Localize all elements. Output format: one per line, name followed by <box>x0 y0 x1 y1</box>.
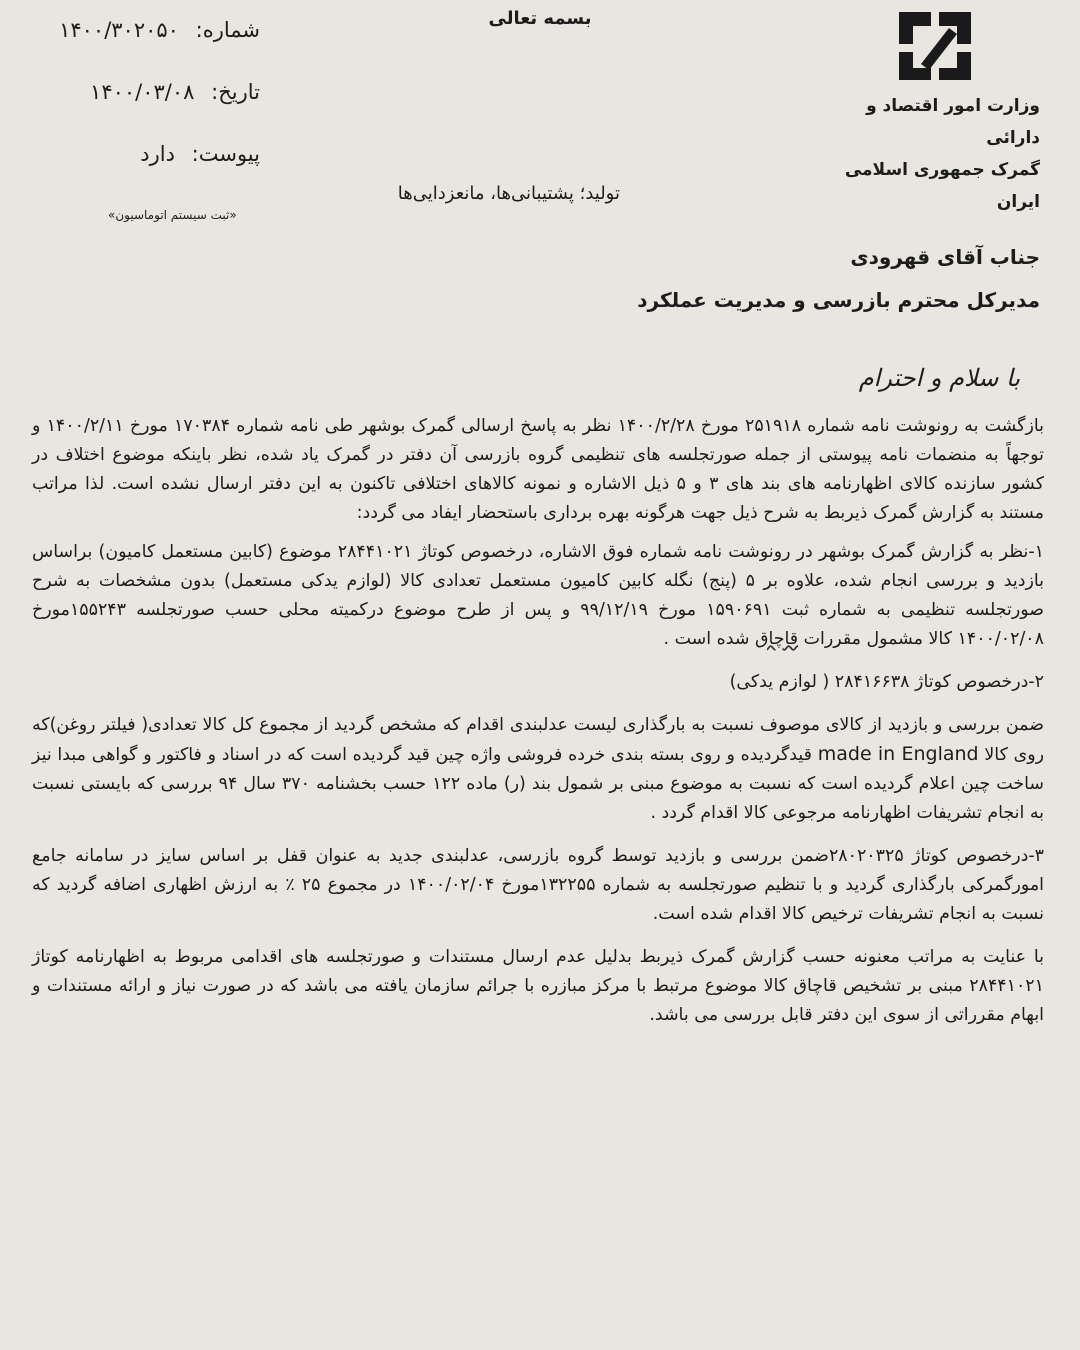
date-value: ۱۴۰۰/۰۳/۰۸ <box>90 80 195 104</box>
bismillah: بسمه تعالی <box>488 8 592 29</box>
letter-number <box>30 18 260 42</box>
closing-paragraph: با عنایت به مراتب معنونه حسب گزارش گمرک ذیربط بدلیل عدم ارسال مستندات و صورتجلسه های اقدامی مربوط به اظهارنامه کوتاژ ۲۸۴۴۱۰۲۱ مبنی بر تشخیص قاچاق کالا موضوع مرتبط با مرکز مبازره با جرائم سازمان یافته می باشد که در صورت نیاز و ارائه مستندات و ابهام مقرراتی از سوی این دفتر قابل بررسی می باشد. <box>32 947 1044 1025</box>
cc-note: تولید؛ پشتیبانی‌ها، مانعزدایی‌ها <box>397 183 620 204</box>
number-value: ۱۴۰۰/۳۰۲۰۵۰ <box>59 18 179 42</box>
greeting: با سلام و احترام <box>858 364 1020 392</box>
item-1-underlined: قاچاق <box>754 629 799 649</box>
ministry-name: وزارت امور اقتصاد و دارائی <box>866 96 1040 148</box>
item-1 <box>32 538 1044 654</box>
item-2-latin: made in England <box>817 743 979 765</box>
number-label: شماره: <box>195 18 260 42</box>
item-2 <box>32 711 1044 828</box>
item-3: ۳-درخصوص کوتاژ ۲۸۰۲۰۳۲۵ضمن بررسی و بازدید توسط گروه بازرسی، عدلبندی جدید به عنوان قفل بر اساس سایز در سامانه جامع امورگمرکی بارگذاری گردید و با تنظیم صورتجلسه به شماره ۱۳۲۲۵۵مورخ ۱۴۰۰/۰۲/۰۴ در مجموع ۲۵ ٪ به ارزش اظهاری اضافه گردید که نسبت به انجام تشریفات ترخیص کالا اقدام شده است. <box>32 846 1045 924</box>
date-label: تاریخ: <box>211 80 260 104</box>
letter-date <box>30 80 260 104</box>
item-1-end: شده است . <box>663 629 750 649</box>
letter-body <box>32 412 1044 1040</box>
letterhead <box>810 90 1040 218</box>
item-2-text-a: ضمن بررسی و بازدید از کالای موصوف نسبت به بارگذاری لیست عدلبندی اقدام که مشخص گردید از مجموع کل کالا تعدادی( فیلتر روغن)که روی کالا <box>32 715 1045 765</box>
item-2-heading: ۲-درخصوص کوتاژ ۲۸۴۱۶۶۳۸ ( لوازم یدکی) <box>729 672 1044 692</box>
automation-stamp: «ثبت سیستم اتوماسیون» <box>108 208 237 222</box>
recipient-name: جناب آقای قهرودی <box>850 245 1040 269</box>
item-2-text-b: قیدگردیده و روی بسته بندی خرده فروشی واژه چین قید گردیده است که در اسناد و فاکتور و گواهی مبدا نیز ساخت چین اعلام گردیده است که نسبت به موضوع مبنی بر شمول بند (ر) ماده ۱۲۲ حسب بخشنامه ۳۷۰ سال ۹۴ بررسی که بایستی نسبت به انجام تشریفات اظهارنامه مرجوعی کالا اقدام گردد . <box>32 745 1044 823</box>
attachment-value: دارد <box>140 142 175 166</box>
customs-emblem-icon <box>885 4 985 84</box>
recipient-title: مدیرکل محترم بازرسی و مدیریت عملکرد <box>637 288 1040 312</box>
attachment-label: پیوست: <box>191 142 260 166</box>
intro-paragraph: بازگشت به رونوشت نامه شماره ۲۵۱۹۱۸ مورخ ۱۴۰۰/۲/۲۸ نظر به پاسخ ارسالی گمرک بوشهر طی نامه شماره ۱۷۰۳۸۴ مورخ ۱۴۰۰/۲/۱۱ و توجهاً به منضمات نامه پیوستی از جمله صورتجلسه های تنظیمی گروه بازرسی آن دفتر در گمرک یاد شده، نظر باینکه موضوع اختلاف در کشور سازنده کالای اظهارنامه های بند های ۳ و ۵ ذیل الاشاره و نمونه کالاهای اختلافی تاکنون به این دفتر ارسال نشده است. لذا مراتب مستند به گزارش گمرک ذیربط به شرح ذیل جهت هرگونه بهره برداری باستحضار ایفاد می گردد: <box>32 416 1044 523</box>
letter-attachment <box>30 142 260 166</box>
agency-name: گمرک جمهوری اسلامی ایران <box>844 160 1040 212</box>
item-1-text: ۱-نظر به گزارش گمرک بوشهر در رونوشت نامه شماره فوق الاشاره، درخصوص کوتاژ ۲۸۴۴۱۰۲۱ موضوع (کابین مستعمل کامیون) براساس بازدید و بررسی انجام شده، علاوه بر ۵ (پنج) نگله کابین کامیون مستعمل تعدادی کالا (لوازم یدکی مستعمل) بدون مشخصات به شرح صورتجلسه تنظیمی به شماره ثبت ۱۵۹۰۶۹۱ مورخ ۹۹/۱۲/۱۹ و پس از طرح موضوع درکمیته محلی حسب صورتجلسه ۱۵۵۲۴۳مورخ ۱۴۰۰/۰۲/۰۸ کالا مشمول مقررات <box>32 542 1044 649</box>
